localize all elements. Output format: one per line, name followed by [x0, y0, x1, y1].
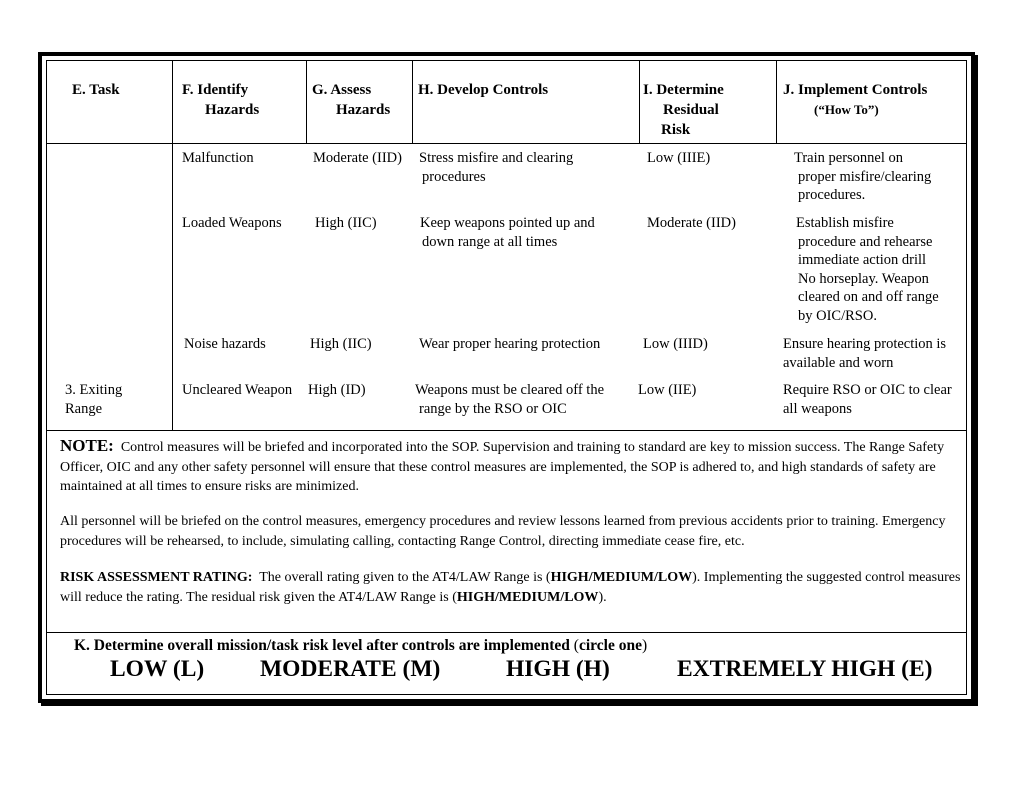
- rar-label: RISK ASSESSMENT RATING:: [60, 570, 253, 585]
- row3-hazard: Noise hazards: [184, 336, 266, 352]
- row1-hazard: Malfunction: [182, 150, 254, 166]
- risk-level-moderate[interactable]: MODERATE (M): [260, 656, 441, 682]
- row4-controls-line2: range by the RSO or OIC: [419, 400, 567, 417]
- row2-controls-line1: Keep weapons pointed up and: [420, 215, 595, 231]
- header-assess-line1: G. Assess: [312, 82, 372, 98]
- worksheet-frame: [38, 52, 975, 703]
- rar-residual-rating: HIGH/MEDIUM/LOW: [456, 589, 599, 605]
- row2-residual: Moderate (IID): [647, 215, 736, 231]
- row2-implement-line4: No horseplay. Weapon: [798, 270, 929, 287]
- risk-level-high[interactable]: HIGH (H): [506, 656, 610, 682]
- col-divider-e-f: [172, 60, 173, 430]
- header-implement-line1: J. Implement Controls: [783, 82, 928, 98]
- row1-controls-line2: procedures: [422, 168, 486, 185]
- risk-level-extremely-high[interactable]: EXTREMELY HIGH (E): [677, 656, 933, 682]
- col-divider-f-g: [306, 60, 307, 144]
- col-divider-g-h: [412, 60, 413, 144]
- risk-level-low[interactable]: LOW (L): [110, 656, 205, 682]
- col-divider-h-i: [639, 60, 640, 144]
- col-divider-i-j: [776, 60, 777, 144]
- row4-residual: Low (IIE): [638, 382, 697, 398]
- header-divider: [46, 143, 967, 144]
- row2-hazard: Loaded Weapons: [182, 215, 282, 231]
- row1-residual: Low (IIIE): [647, 150, 711, 166]
- row4-assess: High (ID): [308, 382, 366, 398]
- note-text-1: Control measures will be briefed and incorporated into the SOP. Supervision and training to standard are key to mission success. The Range Safety Officer, OIC and any other safety personnel will ensure that these control measures are implemented, the SOP is adhered to, and high standards of safety are maintained at all times to ensure risks are minimized.: [60, 440, 945, 494]
- header-determine-line3: Risk: [661, 122, 691, 138]
- row2-assess: High (IIC): [315, 215, 377, 231]
- section-k-label: K. Determine overall mission/task risk level after controls are implemented: [74, 637, 570, 654]
- header-implement-line2: (“How To”): [814, 102, 879, 117]
- section-k-paren-open: (: [573, 637, 579, 654]
- row1-implement-line1: Train personnel on: [794, 150, 904, 166]
- row1-assess: Moderate (IID): [313, 150, 402, 166]
- row3-controls: Wear proper hearing protection: [419, 336, 601, 352]
- header-identify-line2: Hazards: [205, 102, 260, 118]
- row4-implement-line1: Require RSO or OIC to clear: [783, 382, 952, 398]
- note-label: NOTE:: [60, 436, 114, 455]
- rar-text-3: ).: [598, 589, 607, 605]
- row4-task-line1: 3. Exiting: [65, 382, 123, 398]
- row2-implement-line1: Establish misfire: [796, 215, 894, 231]
- rar-text-1: The overall rating given to the AT4/LAW Range is (: [259, 570, 551, 585]
- rar-overall-rating: HIGH/MEDIUM/LOW: [550, 570, 693, 585]
- section-k-circle-one: circle one: [578, 637, 642, 654]
- row3-residual: Low (IIID): [643, 336, 708, 352]
- note-bottom-divider: [46, 632, 967, 633]
- row4-task-line2: Range: [65, 400, 103, 417]
- row1-controls-line1: Stress misfire and clearing: [419, 150, 574, 166]
- table-bottom-divider: [46, 430, 967, 431]
- row1-implement-line2: proper misfire/clearing: [798, 168, 932, 185]
- row3-assess: High (IIC): [310, 336, 372, 352]
- header-task: E. Task: [72, 82, 120, 98]
- header-assess-line2: Hazards: [336, 102, 391, 118]
- row1-implement-line3: procedures.: [798, 187, 866, 203]
- row2-implement-line3: immediate action drill: [798, 252, 927, 268]
- row3-implement-line2: available and worn: [783, 354, 894, 371]
- row2-controls-line2: down range at all times: [422, 233, 558, 250]
- rar-text-2: ). Implementing the suggested control measures will reduce the rating. The residual risk given the AT4/LAW Range is (: [60, 570, 961, 605]
- row4-controls-line1: Weapons must be cleared off the: [415, 382, 605, 398]
- header-determine-line1: I. Determine: [643, 82, 724, 98]
- row3-implement-line1: Ensure hearing protection is: [783, 336, 947, 352]
- row2-implement-line5: cleared on and off range: [798, 289, 939, 305]
- row4-hazard: Uncleared Weapon: [182, 382, 293, 398]
- header-identify-line1: F. Identify: [182, 82, 249, 98]
- row2-implement-line6: by OIC/RSO.: [798, 307, 877, 324]
- note-paragraph-2: [60, 512, 965, 551]
- header-determine-line2: Residual: [663, 102, 719, 118]
- row2-implement-line2: procedure and rehearse: [798, 233, 933, 250]
- note-text-2: All personnel will be briefed on the control measures, emergency procedures and review lessons learned from previous accidents prior to training. Emergency procedures will be rehearsed, to include, simulating calling, contacting Range Control, directing immediate cease fire, etc.: [60, 514, 946, 549]
- header-develop-controls: H. Develop Controls: [418, 82, 549, 98]
- note-paragraph-1: [60, 436, 965, 497]
- row4-implement-line2: all weapons: [783, 400, 852, 417]
- section-k-instruction: [74, 637, 647, 655]
- section-k-paren-close: ): [641, 637, 648, 654]
- risk-assessment-rating: [60, 568, 965, 607]
